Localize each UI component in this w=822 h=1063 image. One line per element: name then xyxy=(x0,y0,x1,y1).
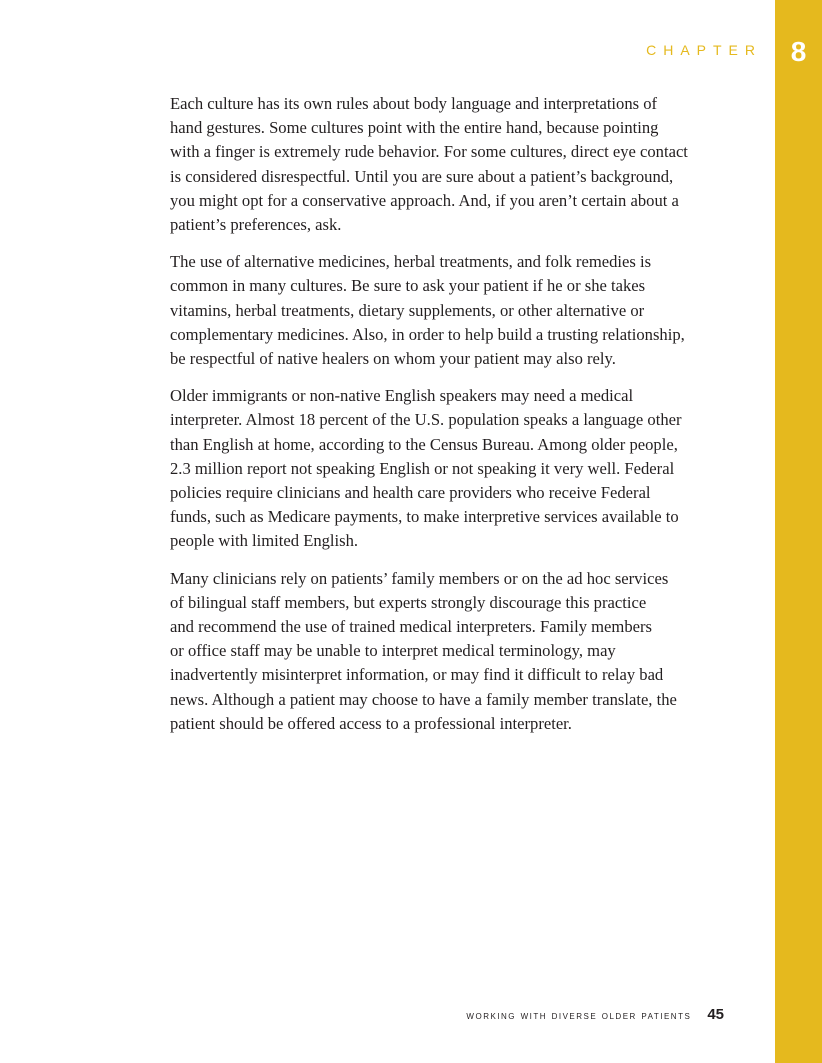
text-line: or office staff may be unable to interpret medical terminology, may xyxy=(170,641,616,661)
text-line: 2.3 million report not speaking English or not speaking it very well. Federal xyxy=(170,458,675,478)
text-line: patient should be offered access to a professional interpreter. xyxy=(170,713,572,733)
text-line: policies require clinicians and health care providers who receive Federal xyxy=(170,483,651,503)
paragraph xyxy=(170,92,740,237)
text-line: interpreter. Almost 18 percent of the U.S. population speaks a language other xyxy=(170,410,682,430)
chapter-label: CHAPTER xyxy=(646,42,762,58)
text-line: common in many cultures. Be sure to ask your patient if he or she takes xyxy=(170,276,646,296)
text-line: complementary medicines. Also, in order to help build a trusting relationship, xyxy=(170,324,685,344)
text-line: than English at home, according to the Census Bureau. Among older people, xyxy=(170,434,678,454)
text-line: Many clinicians rely on patients’ family members or on the ad hoc services xyxy=(170,568,669,588)
running-footer-title: working with diverse older patients xyxy=(466,1010,692,1022)
paragraph xyxy=(170,384,740,553)
text-line: and recommend the use of trained medical interpreters. Family members xyxy=(170,617,652,637)
text-line: patient’s preferences, ask. xyxy=(170,215,342,235)
page-number: 45 xyxy=(707,1006,724,1023)
text-line: people with limited English. xyxy=(170,531,359,551)
text-line: news. Although a patient may choose to have a family member translate, the xyxy=(170,689,677,709)
text-line: The use of alternative medicines, herbal treatments, and folk remedies is xyxy=(170,252,652,272)
text-line: Older immigrants or non-native English speakers may need a medical xyxy=(170,386,634,406)
text-line: of bilingual staff members, but experts strongly discourage this practice xyxy=(170,592,647,612)
chapter-number: 8 xyxy=(790,36,807,67)
text-line: is considered disrespectful. Until you are sure about a patient’s background, xyxy=(170,166,674,186)
text-line: Each culture has its own rules about body language and interpretations of xyxy=(170,94,658,113)
body-text xyxy=(170,92,740,749)
paragraph xyxy=(170,567,740,736)
paragraph xyxy=(170,250,740,371)
text-line: inadvertently misinterpret information, or may find it difficult to relay bad xyxy=(170,665,664,685)
chapter-side-band xyxy=(775,0,822,1063)
text-line: be respectful of native healers on whom your patient may also rely. xyxy=(170,349,616,369)
text-line: hand gestures. Some cultures point with the entire hand, because pointing xyxy=(170,118,659,138)
text-line: you might opt for a conservative approach. And, if you aren’t certain about a xyxy=(170,190,679,210)
text-line: with a finger is extremely rude behavior. For some cultures, direct eye contact xyxy=(170,142,688,162)
text-line: funds, such as Medicare payments, to make interpretive services available to xyxy=(170,507,679,527)
page-footer xyxy=(466,1006,724,1030)
text-line: vitamins, herbal treatments, dietary supplements, or other alternative or xyxy=(170,300,645,320)
